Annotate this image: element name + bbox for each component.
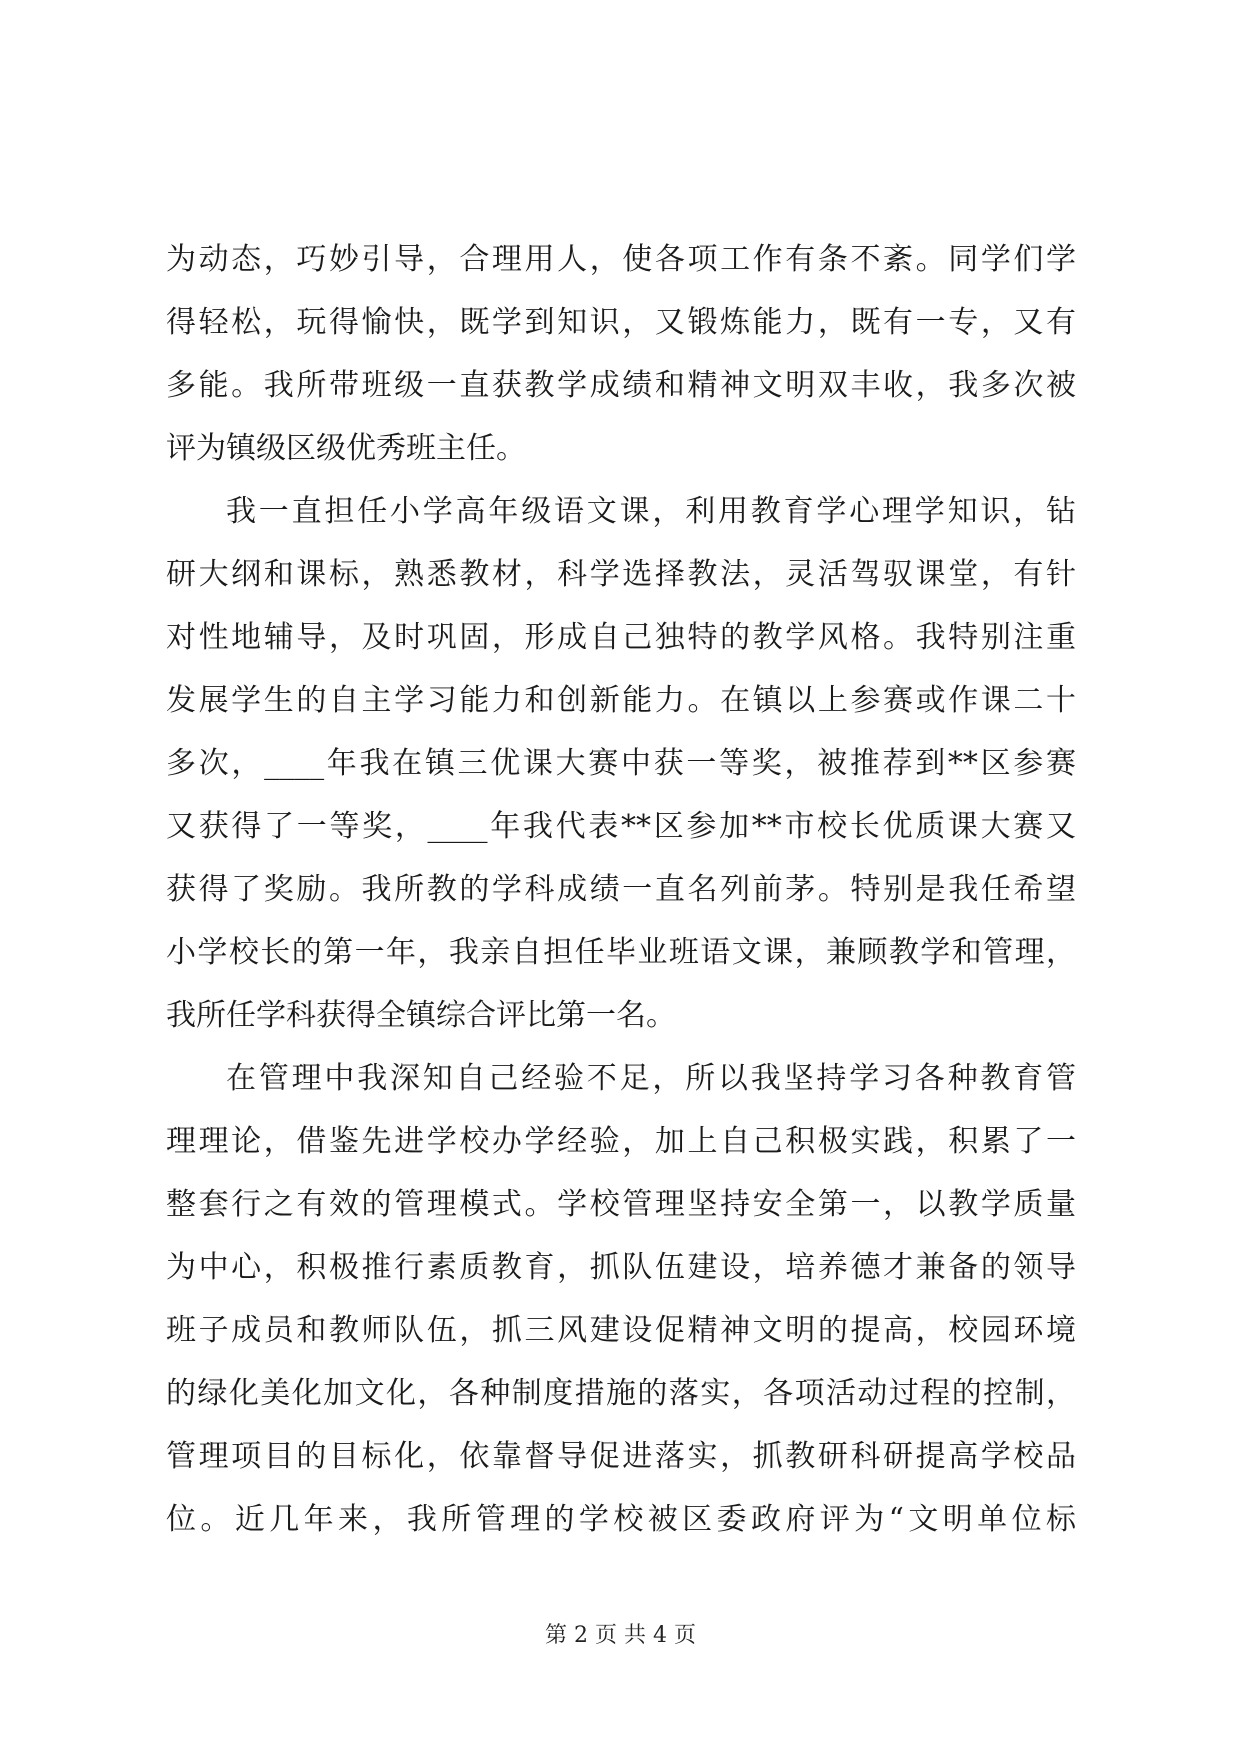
paragraph-3 bbox=[166, 1047, 1076, 1551]
document-body bbox=[166, 228, 1076, 1551]
text-line: 为中心，积极推行素质教育，抓队伍建设，培养德才兼备的领导 bbox=[166, 1250, 1076, 1285]
text-line: 为动态，巧妙引导，合理用人，使各项工作有条不紊。同学们学 bbox=[166, 242, 1076, 277]
page-footer bbox=[0, 1618, 1241, 1649]
text-line: 位。近几年来，我所管理的学校被区委政府评为“文明单位标 bbox=[166, 1502, 1076, 1537]
paragraph-1 bbox=[166, 228, 1076, 480]
text-line: 班子成员和教师队伍，抓三风建设促精神文明的提高，校园环境 bbox=[166, 1313, 1076, 1348]
page-number-label: 第 2 页 共 4 页 bbox=[545, 1623, 696, 1648]
text-line: 多次，____年我在镇三优课大赛中获一等奖，被推荐到**区参赛 bbox=[166, 746, 1076, 781]
text-line: 又获得了一等奖，____年我代表**区参加**市校长优质课大赛又 bbox=[166, 809, 1076, 844]
text-line: 整套行之有效的管理模式。学校管理坚持安全第一，以教学质量 bbox=[166, 1187, 1076, 1222]
text-line: 管理项目的目标化，依靠督导促进落实，抓教研科研提高学校品 bbox=[166, 1439, 1076, 1474]
paragraph-2 bbox=[166, 480, 1076, 1047]
text-line: 多能。我所带班级一直获教学成绩和精神文明双丰收，我多次被 bbox=[166, 368, 1076, 403]
text-line: 获得了奖励。我所教的学科成绩一直名列前茅。特别是我任希望 bbox=[166, 872, 1076, 907]
text-line: 研大纲和课标，熟悉教材，科学选择教法，灵活驾驭课堂，有针 bbox=[166, 557, 1076, 592]
text-line: 的绿化美化加文化，各种制度措施的落实，各项活动过程的控制， bbox=[166, 1376, 1076, 1411]
text-line: 理理论，借鉴先进学校办学经验，加上自己积极实践，积累了一 bbox=[166, 1124, 1076, 1159]
text-line: 小学校长的第一年，我亲自担任毕业班语文课，兼顾教学和管理， bbox=[166, 935, 1076, 970]
text-line: 发展学生的自主学习能力和创新能力。在镇以上参赛或作课二十 bbox=[166, 683, 1076, 718]
text-line: 我所任学科获得全镇综合评比第一名。 bbox=[166, 998, 676, 1033]
text-line: 得轻松，玩得愉快，既学到知识，又锻炼能力，既有一专，又有 bbox=[166, 305, 1076, 340]
text-line: 评为镇级区级优秀班主任。 bbox=[166, 431, 526, 466]
text-line: 对性地辅导，及时巩固，形成自己独特的教学风格。我特别注重 bbox=[166, 620, 1076, 655]
text-line: 在管理中我深知自己经验不足，所以我坚持学习各种教育管 bbox=[226, 1061, 1076, 1096]
text-line: 我一直担任小学高年级语文课，利用教育学心理学知识，钻 bbox=[226, 494, 1076, 529]
